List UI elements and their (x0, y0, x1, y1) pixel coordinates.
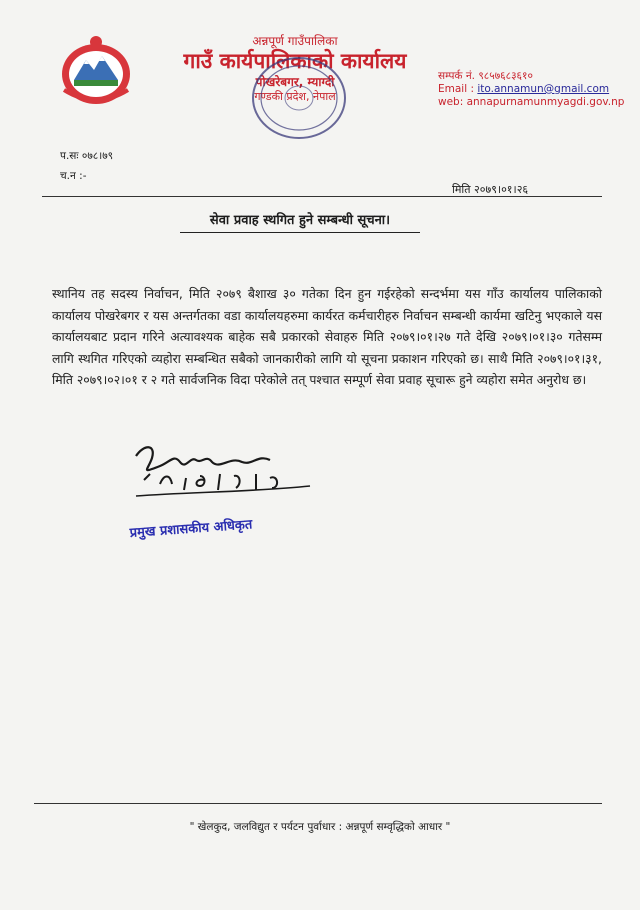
signatory-title: प्रमुख प्रशासकीय अधिकृत (129, 517, 253, 541)
reference-number: प.सः ०७८।७९ (60, 150, 114, 162)
footer-divider (34, 803, 602, 804)
email-link[interactable]: ito.annamun@gmail.com (477, 83, 610, 95)
notice-body: स्थानिय तह सदस्य निर्वाचन, मिति २०७९ बैशाख ३० गतेका दिन हुन गईरहेको सन्दर्भमा यस गाँउ कार्यालय पालिकाको कार्यालय पोखरेबगर र यस अन्तर्गतका वडा कार्यालयहरुमा कार्यरत कर्मचारीहरु निर्वाचन सम्बन्धी कार्यमा खटिनु भएकाले यस कार्यालयबाट प्रदान गरिने अत्यावश्यक बाहेक सबै प्रकारको सेवाहरु मिति २०७९।०१।२७ गते देखि २०७९।०१।३० गतेसम्म लागि स्थगित गरिएको व्यहोरा सम्बन्धित सबैको जानकारीको लागि यो सूचना प्रकाशन गरिएको छ। साथै मिति २०७९।०१।३१, मिति २०७९।०२।०१ र २ गते सार्वजनिक विदा परेकोले तत् पश्चात सम्पूर्ण सेवा प्रवाह सूचारू हुने व्यहोरा समेत अनुरोध छ। (52, 286, 602, 388)
contact-email-row (438, 83, 624, 96)
contact-info (438, 70, 624, 109)
nepal-emblem-icon (56, 34, 136, 108)
office-province: गण्डकी प्रदेश, नेपाल (254, 90, 336, 103)
office-location: पोखरेबगर, म्याग्दी (255, 75, 335, 89)
municipality-name: अन्नपूर्ण गाउँपालिका (252, 34, 338, 48)
issue-date: मिति २०७९।०१।२६ (452, 183, 529, 196)
website-link[interactable]: web: annapurnamunmyagdi.gov.np (438, 96, 625, 108)
header-divider (42, 196, 602, 197)
handwritten-signature-icon (130, 440, 320, 510)
reference-block (60, 146, 113, 186)
contact-phone: सम्पर्क नं. ९८५७६८३६१० (438, 70, 533, 82)
dispatch-number: च.न :- (60, 170, 87, 182)
email-label: Email : (438, 83, 475, 95)
office-stamp-icon (247, 52, 351, 144)
footer-slogan: " खेलकुद, जलविद्युत र पर्यटन पुर्वाधार : अन्नपूर्ण सम्वृद्धिको आधार " (189, 821, 451, 833)
notice-subject: सेवा प्रवाह स्थगित हुने सम्बन्धी सूचना। (180, 210, 420, 233)
office-name: गाउँ कार्यपालिकाको कार्यालय (183, 49, 407, 73)
